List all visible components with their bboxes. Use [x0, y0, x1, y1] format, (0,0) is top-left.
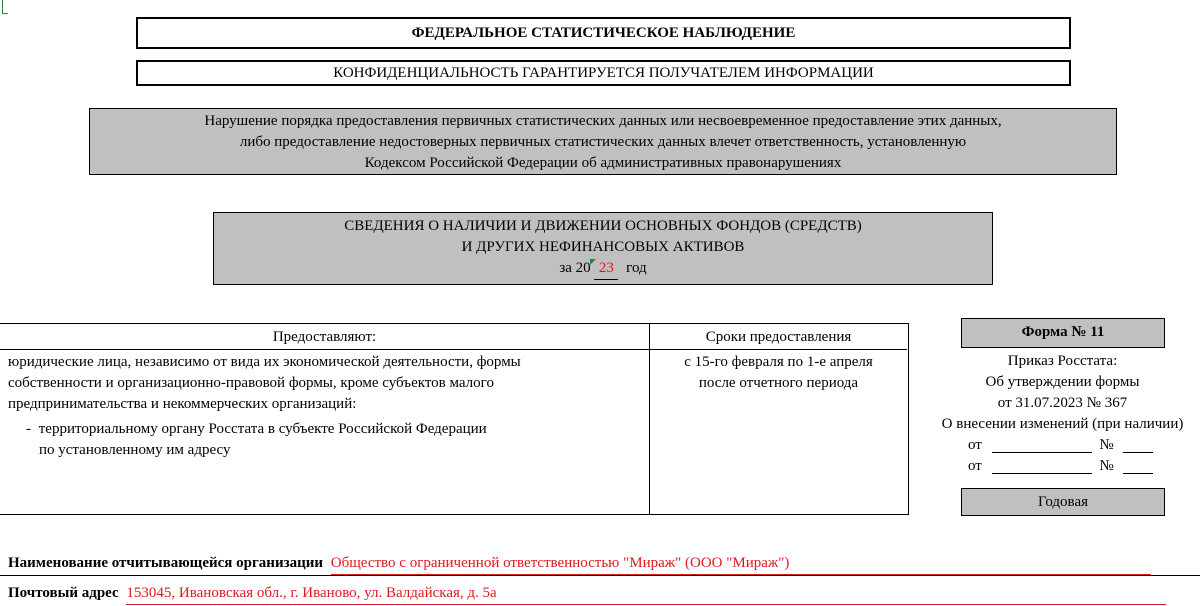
- address-value[interactable]: 153045, Ивановская обл., г. Иваново, ул. Валдайская, д. 5а: [126, 582, 1166, 605]
- confidentiality-text: КОНФИДЕНЦИАЛЬНОСТЬ ГАРАНТИРУЕТСЯ ПОЛУЧАТЕЛЕМ ИНФОРМАЦИИ: [333, 65, 874, 81]
- survey-title-box: [136, 17, 1071, 49]
- change-date-input-2[interactable]: [992, 456, 1092, 474]
- change-row-1: [968, 435, 1168, 456]
- col1-bullet-line-1: [8, 419, 649, 440]
- address-row: [0, 582, 1200, 606]
- change-no-label-1: №: [1099, 437, 1114, 453]
- order-info: [925, 351, 1200, 435]
- confidentiality-box: [136, 60, 1071, 86]
- periodicity-box: [961, 488, 1165, 516]
- change-date-input-1[interactable]: [992, 435, 1092, 453]
- bullet-text-1: территориальному органу Росстата в субъекте Российской Федерации: [38, 421, 487, 437]
- change-number-input-1[interactable]: [1123, 435, 1153, 453]
- periodicity: Годовая: [1038, 494, 1088, 510]
- changes-label: О внесении изменений (при наличии): [941, 416, 1184, 432]
- change-from-label-2: от: [968, 458, 982, 474]
- col2-header: Сроки предоставления: [705, 329, 852, 345]
- col1-bullet-line-2: по установленному им адресу: [39, 442, 231, 458]
- cell-selection-corner: [0, 0, 8, 20]
- report-year-line: [214, 258, 992, 280]
- change-number-input-2[interactable]: [1123, 456, 1153, 474]
- report-title-box: [213, 212, 993, 285]
- col1-line-1: юридические лица, независимо от вида их экономической деятельности, формы: [8, 354, 521, 370]
- form-number-box: [961, 318, 1165, 348]
- report-title-line-1: СВЕДЕНИЯ О НАЛИЧИИ И ДВИЖЕНИИ ОСНОВНЫХ ФОНДОВ (СРЕДСТВ): [344, 218, 862, 234]
- col1-header-cell: [0, 324, 650, 350]
- col1-line-3: предпринимательства и некоммерческих организаций:: [8, 396, 357, 412]
- address-label: Почтовый адрес: [8, 585, 119, 601]
- report-title-line-2: И ДРУГИХ НЕФИНАНСОВЫХ АКТИВОВ: [461, 239, 745, 255]
- order-line-1: Приказ Росстата:: [1007, 353, 1118, 369]
- change-row-2: [968, 456, 1168, 477]
- warning-line-2: либо предоставление недостоверных первичных статистических данных влечет ответственность, установленную: [239, 134, 967, 150]
- col1-body-cell: [0, 350, 650, 514]
- order-line-3: от 31.07.2023 № 367: [997, 395, 1128, 411]
- col2-body-cell: [650, 350, 907, 514]
- warning-line-3: Кодексом Российской Федерации об административных правонарушениях: [364, 155, 842, 171]
- warning-line-1: Нарушение порядка предоставления первичных статистических данных или несвоевременное предоставление этих данных,: [204, 113, 1002, 129]
- order-line-2: Об утверждении формы: [985, 374, 1140, 390]
- year-input[interactable]: 23: [594, 258, 618, 280]
- org-name-label: Наименование отчитывающейся организации: [8, 555, 324, 571]
- form-number: Форма № 11: [1021, 324, 1105, 340]
- col1-line-2: собственности и организационно-правовой формы, кроме субъектов малого: [8, 375, 494, 391]
- submitters-table: [0, 323, 909, 515]
- change-no-label-2: №: [1099, 458, 1114, 474]
- year-prefix: за 20: [559, 260, 591, 276]
- col2-line-2: после отчетного периода: [698, 375, 859, 391]
- comment-marker-icon: [590, 259, 596, 265]
- org-name-row: [0, 552, 1200, 576]
- org-name-value[interactable]: Общество с ограниченной ответственностью "Мираж" (ООО "Мираж"): [331, 552, 1151, 575]
- bullet-dash: -: [26, 421, 31, 437]
- survey-title: ФЕДЕРАЛЬНОЕ СТАТИСТИЧЕСКОЕ НАБЛЮДЕНИЕ: [411, 25, 796, 41]
- col1-header: Предоставляют:: [272, 329, 377, 345]
- warning-box: [89, 108, 1117, 175]
- col2-line-1: с 15-го февраля по 1-е апреля: [684, 354, 873, 370]
- col2-header-cell: [650, 324, 907, 350]
- change-from-label-1: от: [968, 437, 982, 453]
- year-suffix: год: [626, 260, 647, 276]
